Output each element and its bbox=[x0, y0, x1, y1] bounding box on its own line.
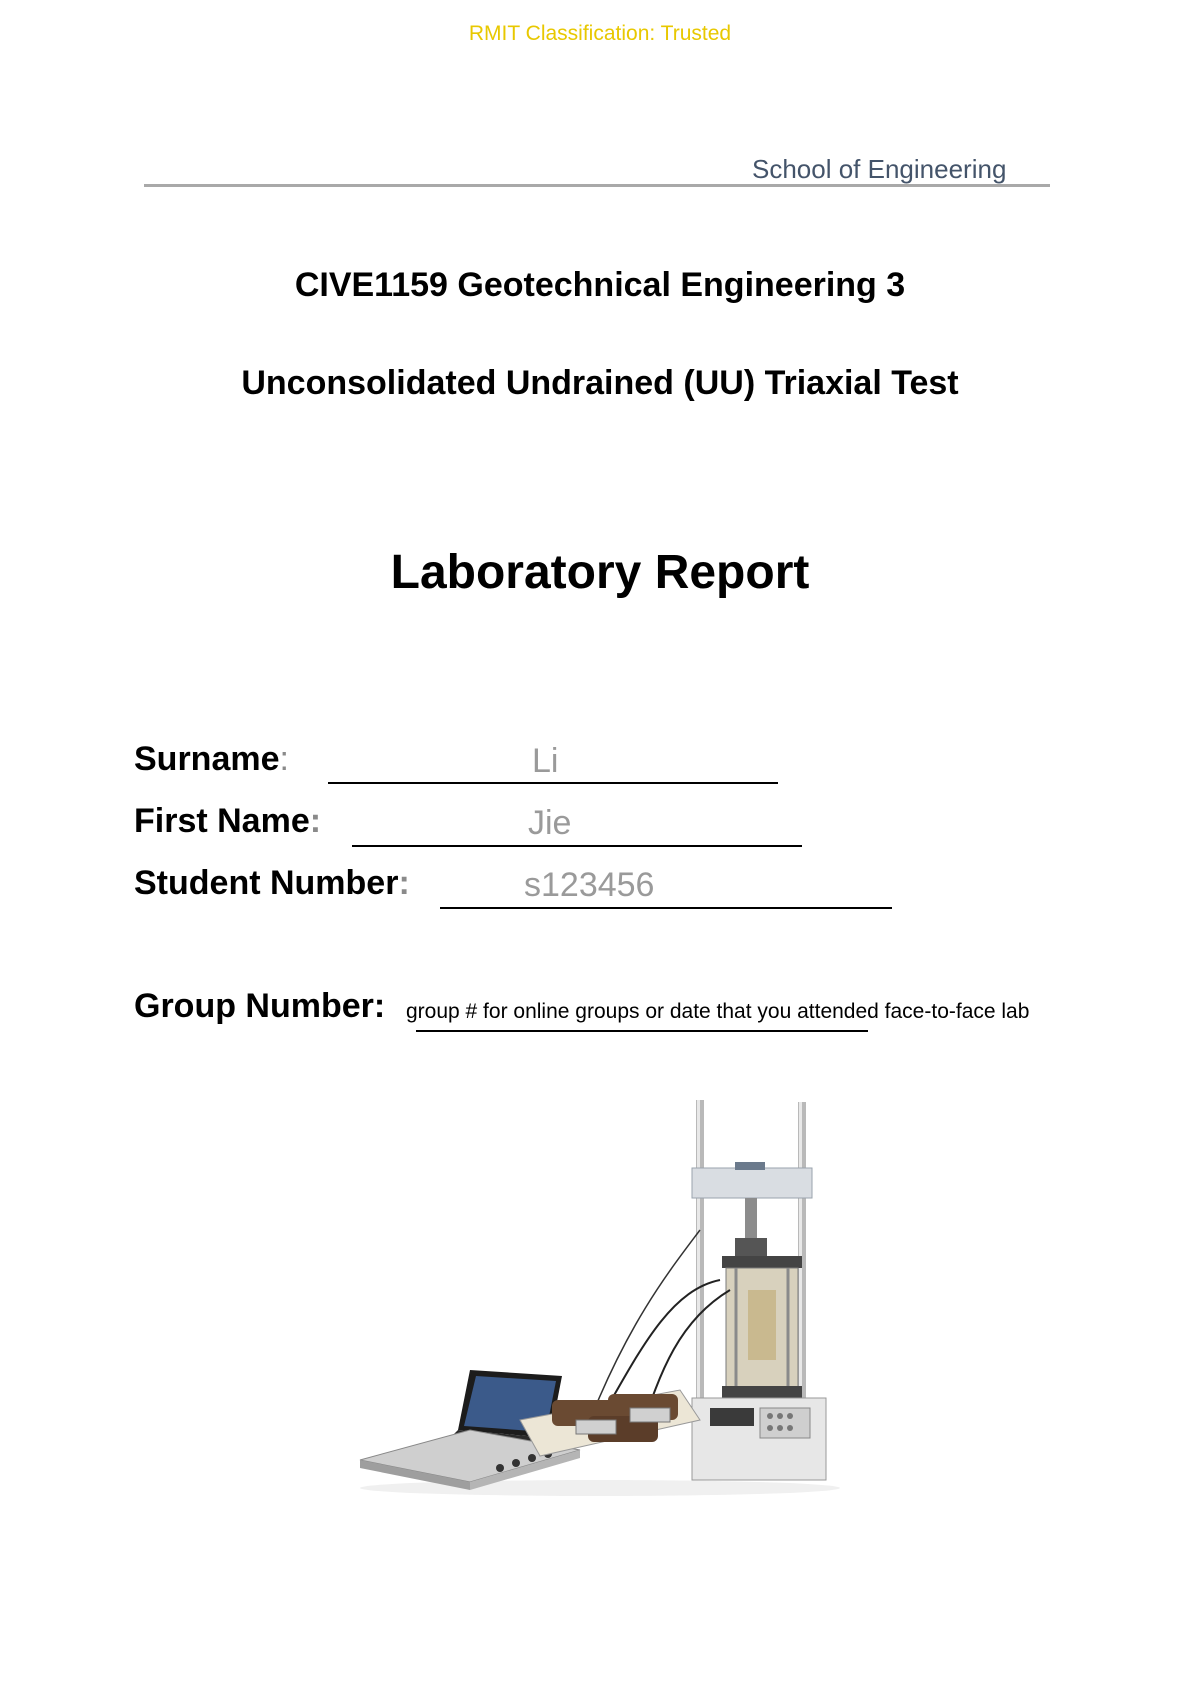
student-number-underline bbox=[440, 907, 892, 909]
first-name-underline bbox=[352, 845, 802, 847]
group-number-label: Group Number: bbox=[134, 987, 386, 1025]
surname-underline bbox=[328, 782, 778, 784]
surname-value[interactable]: Li bbox=[532, 742, 559, 780]
school-name: School of Engineering bbox=[752, 154, 1007, 184]
classification-label: RMIT Classification: Trusted bbox=[468, 22, 732, 45]
surname-label: Surname bbox=[134, 740, 280, 778]
group-number-underline bbox=[416, 1030, 868, 1032]
surname-colon: : bbox=[279, 740, 289, 778]
equipment-photo bbox=[340, 1090, 860, 1505]
first-name-label-row bbox=[134, 802, 321, 841]
course-title: CIVE1159 Geotechnical Engineering 3 bbox=[294, 266, 906, 304]
first-name-label: First Name bbox=[134, 802, 310, 840]
first-name-value[interactable]: Jie bbox=[528, 804, 572, 842]
student-number-value[interactable]: s123456 bbox=[524, 866, 655, 904]
triaxial-apparatus-icon bbox=[340, 1090, 860, 1500]
report-title: Laboratory Report bbox=[390, 546, 810, 599]
group-number-hint[interactable]: group # for online groups or date that you attended face-to-face lab bbox=[406, 1000, 1030, 1023]
test-title: Unconsolidated Undrained (UU) Triaxial Test bbox=[241, 364, 959, 402]
first-name-colon: : bbox=[309, 802, 322, 840]
surname-label-row bbox=[134, 740, 289, 779]
student-number-colon: : bbox=[398, 864, 410, 902]
student-number-label-row bbox=[134, 864, 410, 903]
student-number-label: Student Number bbox=[134, 864, 399, 902]
header-divider bbox=[144, 184, 1050, 187]
